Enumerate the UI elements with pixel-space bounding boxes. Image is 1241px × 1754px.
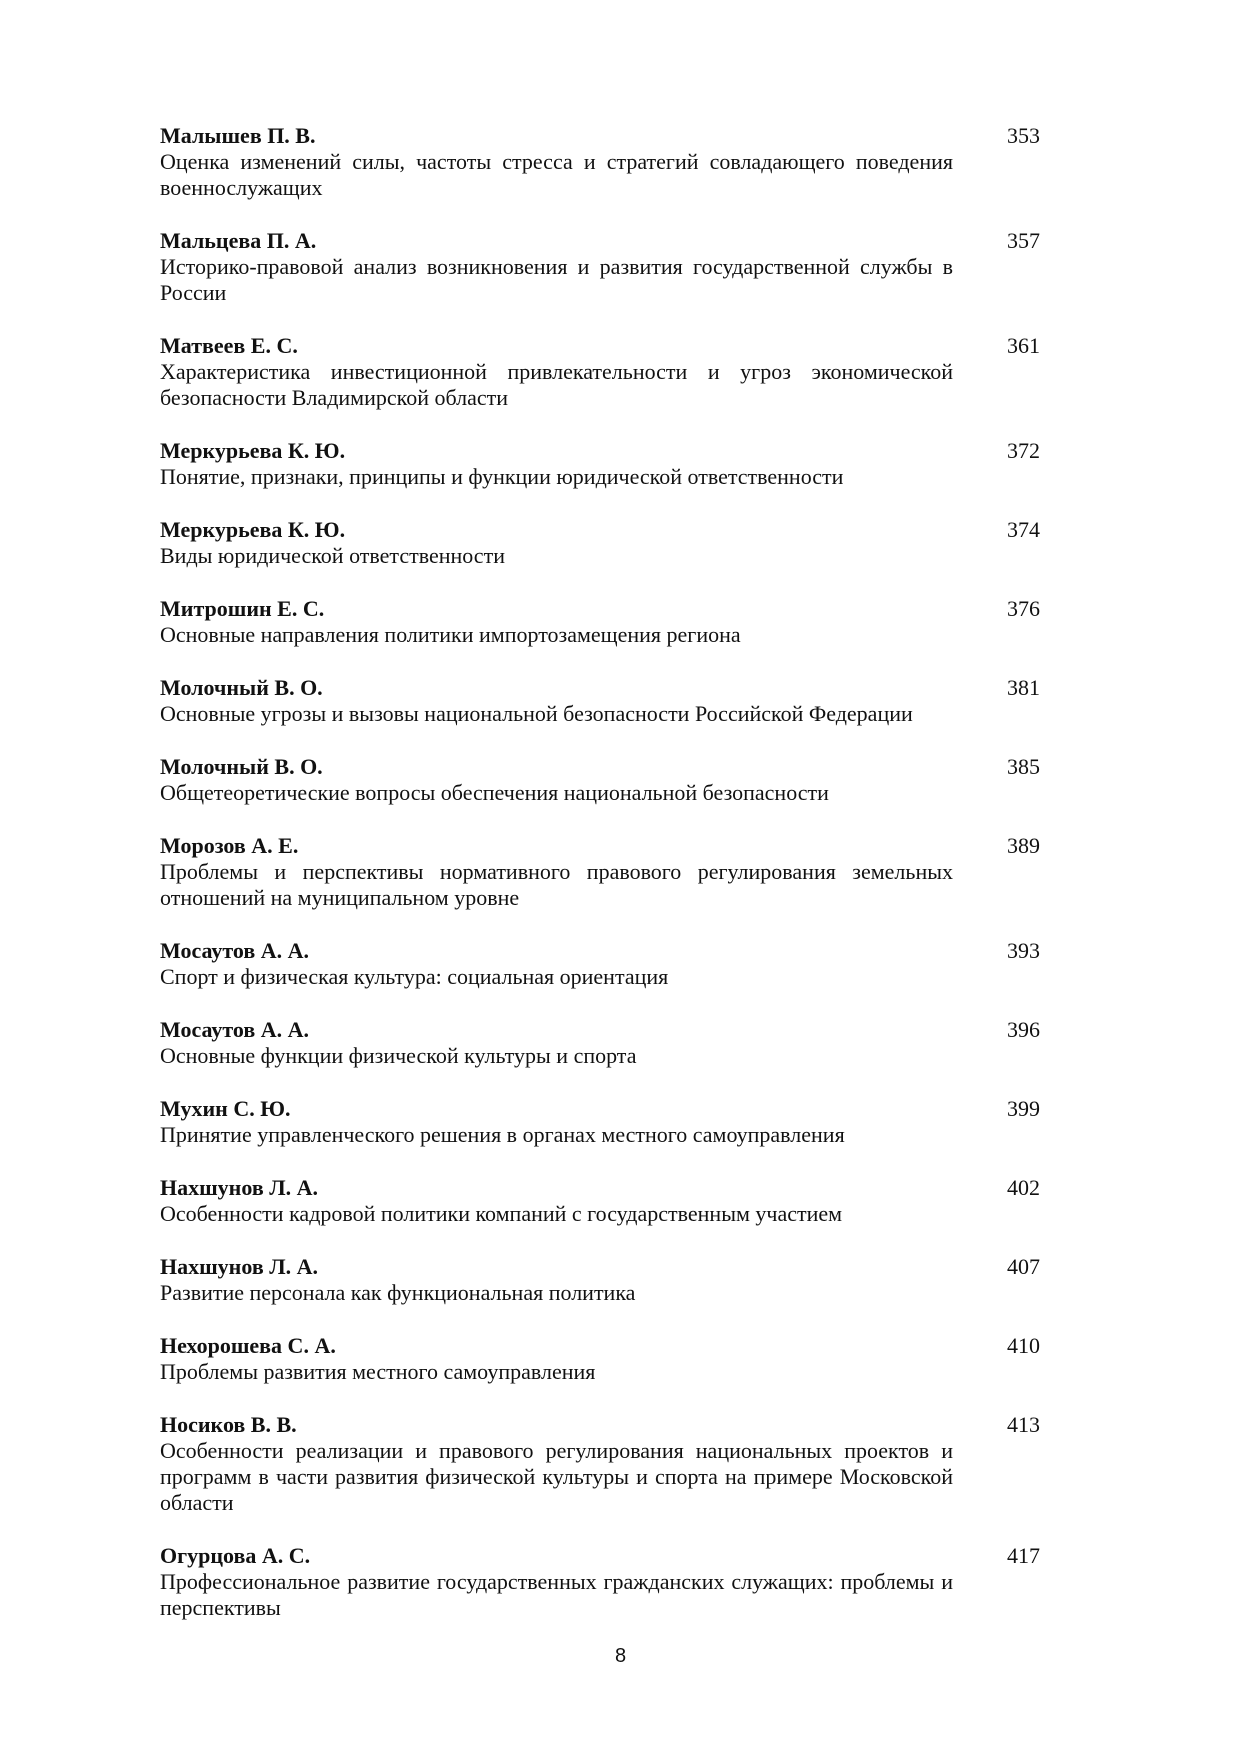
- entry-author: Морозов А. Е.: [160, 833, 299, 858]
- entry-title: Развитие персонала как функциональная политика: [160, 1280, 636, 1305]
- entry-page: 396: [1007, 1017, 1040, 1042]
- toc-entry: [160, 1332, 1040, 1385]
- entry-title: Виды юридической ответственности: [160, 543, 505, 568]
- entry-title: Особенности реализации и правового регулирования национальных проектов и программ в части развития физической культуры и спорта на примере Московской области: [160, 1438, 953, 1515]
- entry-author: Мальцева П. А.: [160, 228, 317, 253]
- entry-author: Меркурьева К. Ю.: [160, 438, 346, 463]
- table-of-contents: [160, 122, 1040, 1647]
- entry-title: Характеристика инвестиционной привлекательности и угроз экономической безопасности Владимирской области: [160, 359, 953, 410]
- toc-entry: [160, 122, 1040, 201]
- entry-author: Мосаутов А. А.: [160, 1017, 310, 1042]
- entry-page: 372: [1007, 438, 1040, 463]
- entry-title: Основные направления политики импортозамещения региона: [160, 622, 741, 647]
- entry-author: Мухин С. Ю.: [160, 1096, 291, 1121]
- entry-author: Носиков В. В.: [160, 1412, 297, 1437]
- entry-author: Малышев П. В.: [160, 123, 316, 148]
- entry-author: Молочный В. О.: [160, 675, 323, 700]
- entry-page: 407: [1007, 1254, 1040, 1279]
- entry-title: Понятие, признаки, принципы и функции юридической ответственности: [160, 464, 844, 489]
- entry-page: 385: [1007, 754, 1040, 779]
- entry-page: 361: [1007, 333, 1040, 358]
- toc-entry: [160, 1174, 1040, 1227]
- entry-page: 389: [1007, 833, 1040, 858]
- entry-title: Принятие управленческого решения в органах местного самоуправления: [160, 1122, 845, 1147]
- page-number: 8: [614, 1645, 627, 1667]
- entry-page: 357: [1007, 228, 1040, 253]
- entry-page: 413: [1007, 1412, 1040, 1437]
- entry-title: Оценка изменений силы, частоты стресса и стратегий совладающего поведения военнослужащих: [160, 149, 953, 200]
- toc-entry: [160, 1095, 1040, 1148]
- toc-entry: [160, 674, 1040, 727]
- entry-author: Матвеев Е. С.: [160, 333, 298, 358]
- toc-entry: [160, 332, 1040, 411]
- entry-author: Мосаутов А. А.: [160, 938, 310, 963]
- entry-page: 381: [1007, 675, 1040, 700]
- entry-page: 376: [1007, 596, 1040, 621]
- toc-entry: [160, 1411, 1040, 1516]
- entry-title: Профессиональное развитие государственных гражданских служащих: проблемы и перспективы: [160, 1569, 953, 1620]
- entry-title: Особенности кадровой политики компаний с государственным участием: [160, 1201, 843, 1226]
- entry-page: 402: [1007, 1175, 1040, 1200]
- toc-entry: [160, 937, 1040, 990]
- entry-title: Спорт и физическая культура: социальная ориентация: [160, 964, 669, 989]
- toc-entry: [160, 753, 1040, 806]
- entry-title: Историко-правовой анализ возникновения и развития государственной службы в России: [160, 254, 953, 305]
- toc-entry: [160, 516, 1040, 569]
- toc-entry: [160, 227, 1040, 306]
- entry-author: Меркурьева К. Ю.: [160, 517, 346, 542]
- entry-author: Молочный В. О.: [160, 754, 323, 779]
- entry-page: 393: [1007, 938, 1040, 963]
- entry-title: Основные угрозы и вызовы национальной безопасности Российской Федерации: [160, 701, 913, 726]
- toc-entry: [160, 1253, 1040, 1306]
- entry-title: Проблемы и перспективы нормативного правового регулирования земельных отношений на муниципальном уровне: [160, 859, 953, 910]
- entry-title: Основные функции физической культуры и спорта: [160, 1043, 637, 1068]
- toc-entry: [160, 595, 1040, 648]
- entry-author: Нехорошева С. А.: [160, 1333, 336, 1358]
- entry-title: Проблемы развития местного самоуправления: [160, 1359, 596, 1384]
- entry-author: Митрошин Е. С.: [160, 596, 325, 621]
- toc-entry: [160, 1542, 1040, 1621]
- toc-entry: [160, 437, 1040, 490]
- toc-entry: [160, 832, 1040, 911]
- entry-page: 399: [1007, 1096, 1040, 1121]
- entry-author: Нахшунов Л. А.: [160, 1254, 318, 1279]
- entry-title: Общетеоретические вопросы обеспечения национальной безопасности: [160, 780, 829, 805]
- entry-page: 410: [1007, 1333, 1040, 1358]
- entry-author: Нахшунов Л. А.: [160, 1175, 318, 1200]
- toc-entry: [160, 1016, 1040, 1069]
- entry-page: 353: [1007, 123, 1040, 148]
- entry-page: 374: [1007, 517, 1040, 542]
- entry-author: Огурцова А. С.: [160, 1543, 311, 1568]
- entry-page: 417: [1007, 1543, 1040, 1568]
